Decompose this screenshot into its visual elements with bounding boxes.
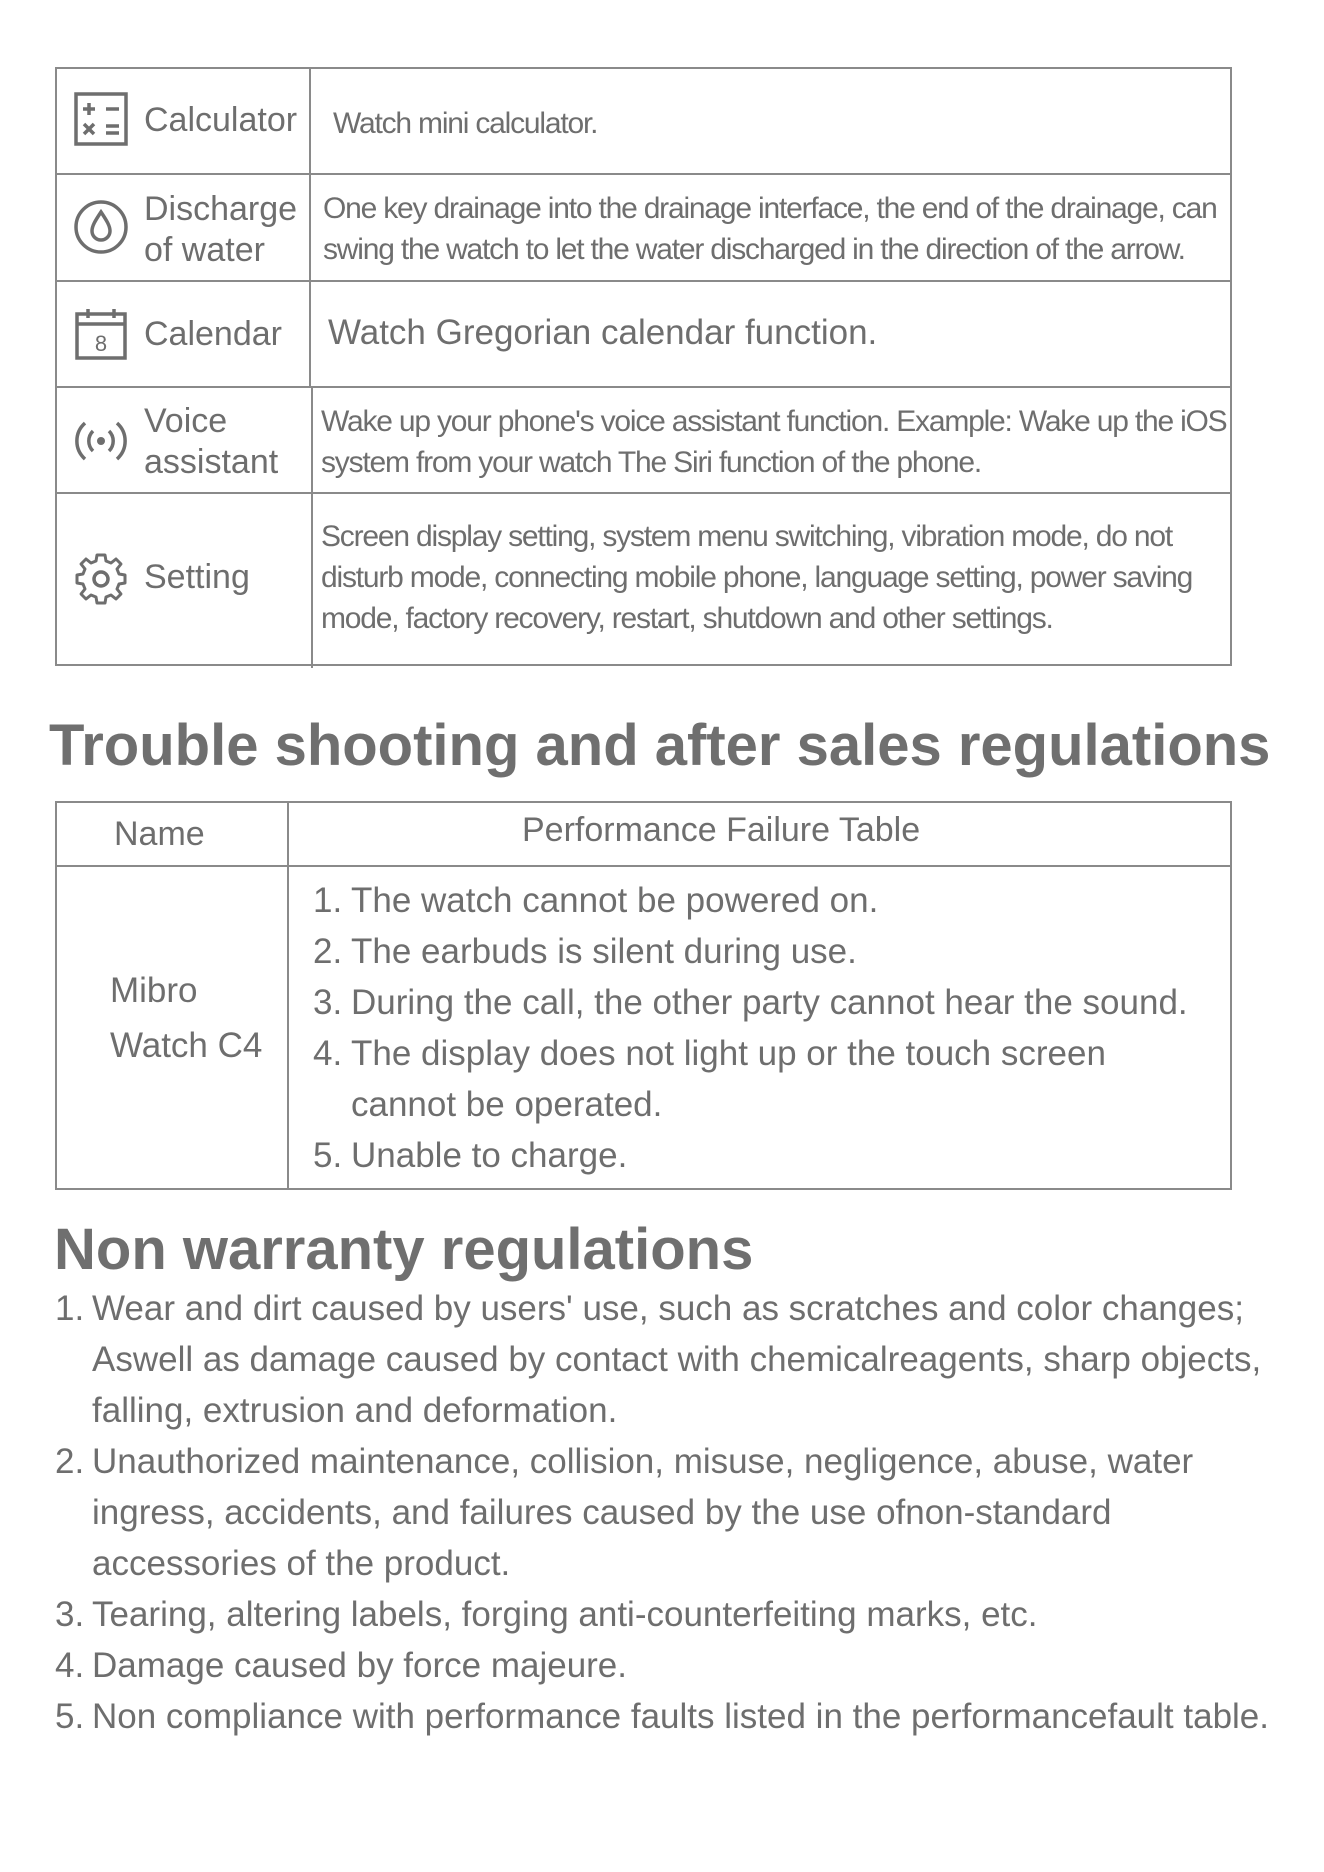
feature-name-cell <box>57 494 313 668</box>
troubleshooting-heading: Trouble shooting and after sales regulations <box>49 713 1271 778</box>
failure-table-header <box>57 803 1230 867</box>
column-header-name: Name <box>114 815 205 853</box>
calendar-day-text: 8 <box>94 331 108 356</box>
list-item: 2. The earbuds is silent during use. <box>313 932 857 971</box>
feature-row-setting <box>57 494 1230 668</box>
feature-row-discharge-water <box>57 175 1230 282</box>
feature-name-cell <box>57 69 311 173</box>
model-name: Mibro <box>110 971 198 1010</box>
feature-label: Discharge of water <box>144 190 298 269</box>
calendar-icon <box>73 306 129 362</box>
list-item: 1. The watch cannot be powered on. <box>313 881 879 920</box>
feature-name-cell <box>57 282 311 386</box>
feature-description: One key drainage into the drainage interface, the end of the drainage, can <box>323 192 1217 225</box>
feature-description: Watch mini calculator. <box>333 107 598 140</box>
list-item: 3. During the call, the other party cannot hear the sound. <box>313 983 1188 1022</box>
feature-name-cell <box>57 175 311 280</box>
feature-row-calculator <box>57 69 1230 175</box>
feature-row-voice-assistant <box>57 388 1230 494</box>
calculator-icon <box>73 91 129 147</box>
feature-name-cell <box>57 388 313 492</box>
feature-description: Screen display setting, system menu switching, vibration mode, do not <box>321 520 1172 553</box>
list-item: 5. Non compliance with performance faults listed in the performancefault table. <box>55 1697 1269 1736</box>
gear-icon <box>73 551 129 607</box>
feature-description: swing the watch to let the water discharged in the direction of the arrow. <box>323 233 1185 266</box>
column-divider <box>287 803 289 1188</box>
list-item: 4. The display does not light up or the touch screen cannot be operated. <box>313 1034 1106 1124</box>
list-item: 4. Damage caused by force majeure. <box>55 1646 627 1685</box>
list-item: 5. Unable to charge. <box>313 1136 628 1175</box>
non-warranty-heading: Non warranty regulations <box>54 1217 754 1282</box>
column-header-failure-table: Performance Failure Table <box>522 811 921 849</box>
feature-table <box>55 67 1232 666</box>
water-drop-icon <box>73 199 129 255</box>
feature-label: Voice assistant <box>144 402 279 481</box>
model-name: Watch C4 <box>110 1026 263 1065</box>
feature-row-calendar <box>57 282 1230 388</box>
voice-assistant-icon <box>73 413 129 469</box>
failure-list <box>313 875 1301 1181</box>
list-item: 1. Wear and dirt caused by users' use, such as scratches and color changes; Aswell as damage caused by contact with chemicalreagents, sharp objects, falling, extrusion and deformation. <box>55 1289 1262 1430</box>
feature-description: mode, factory recovery, restart, shutdown and other settings. <box>321 602 1053 635</box>
feature-description: Wake up your phone's voice assistant function. Example: Wake up the iOS <box>321 405 1227 438</box>
list-item: 3. Tearing, altering labels, forging anti-counterfeiting marks, etc. <box>55 1595 1038 1634</box>
list-item: 2. Unauthorized maintenance, collision, misuse, negligence, abuse, water ingress, accidents, and failures caused by the use ofnon-standard accessories of the product. <box>55 1442 1194 1583</box>
failure-table <box>55 801 1232 1190</box>
feature-label: Calendar <box>144 315 282 353</box>
non-warranty-list <box>55 1283 1307 1742</box>
feature-description: system from your watch The Siri function of the phone. <box>321 446 981 479</box>
feature-label: Setting <box>144 558 250 596</box>
feature-description: Watch Gregorian calendar function. <box>328 313 878 352</box>
feature-description: disturb mode, connecting mobile phone, language setting, power saving <box>321 561 1193 594</box>
feature-label: Calculator <box>144 101 298 139</box>
